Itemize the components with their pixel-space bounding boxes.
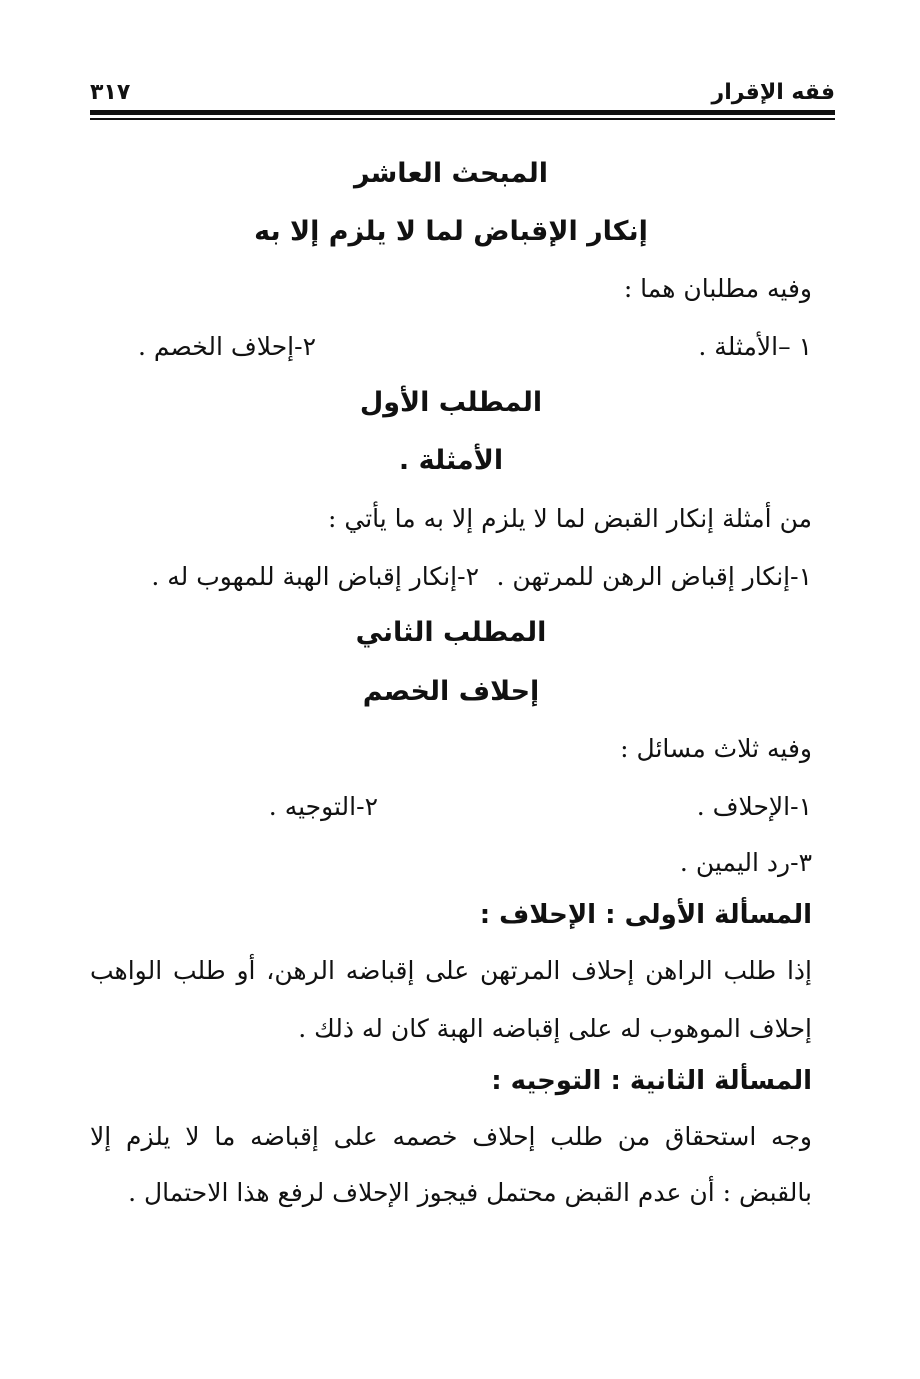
header-rule-thick	[90, 110, 835, 115]
part2-intro: وفيه ثلاث مسائل :	[620, 734, 812, 763]
page-number: ٣١٧	[90, 80, 131, 105]
section-intro: وفيه مطلبان هما :	[623, 274, 812, 303]
part2-subtitle: إحلاف الخصم	[362, 676, 540, 707]
issue1-heading: المسألة الأولى : الإحلاف :	[479, 900, 812, 930]
part1-intro: من أمثلة إنكار القبض لما لا يلزم إلا به ما يأتي :	[328, 504, 812, 533]
issue-item: ٢-التوجيه .	[268, 792, 378, 821]
issue2-heading: المسألة الثانية : التوجيه :	[491, 1066, 812, 1096]
issue1-paragraph-line: إحلاف الموهوب له على إقباضه الهبة كان له ذلك .	[298, 1014, 812, 1043]
example-item: ٢-إنكار إقباض الهبة للمهوب له .	[151, 562, 479, 591]
example-item: ١-إنكار إقباض الرهن للمرتهن .	[496, 562, 812, 591]
running-header	[90, 72, 835, 112]
part2-title: المطلب الثاني	[355, 617, 547, 648]
header-rule-thin	[90, 118, 835, 120]
issue1-paragraph-line: إذا طلب الراهن إحلاف المرتهن على إقباضه الرهن، أو طلب الواهب	[90, 956, 812, 985]
issue-item: ٣-رد اليمين .	[679, 848, 812, 877]
topic-item: ١ –الأمثلة .	[698, 332, 812, 361]
issue2-paragraph-line: بالقبض : أن عدم القبض محتمل فيجوز الإحلاف لرفع هذا الاحتمال .	[128, 1178, 812, 1207]
section-subtitle: إنكار الإقباض لما لا يلزم إلا به	[254, 216, 648, 247]
issue2-paragraph-line: وجه استحقاق من طلب إحلاف خصمه على إقباضه ما لا يلزم إلا	[90, 1122, 812, 1151]
issue-item: ١-الإحلاف .	[696, 792, 812, 821]
topic-item: ٢-إحلاف الخصم .	[138, 332, 316, 361]
part1-subtitle: الأمثلة .	[398, 445, 504, 476]
part1-title: المطلب الأول	[359, 387, 543, 418]
running-title: فقه الإقرار	[711, 80, 835, 105]
section-title: المبحث العاشر	[353, 158, 549, 189]
